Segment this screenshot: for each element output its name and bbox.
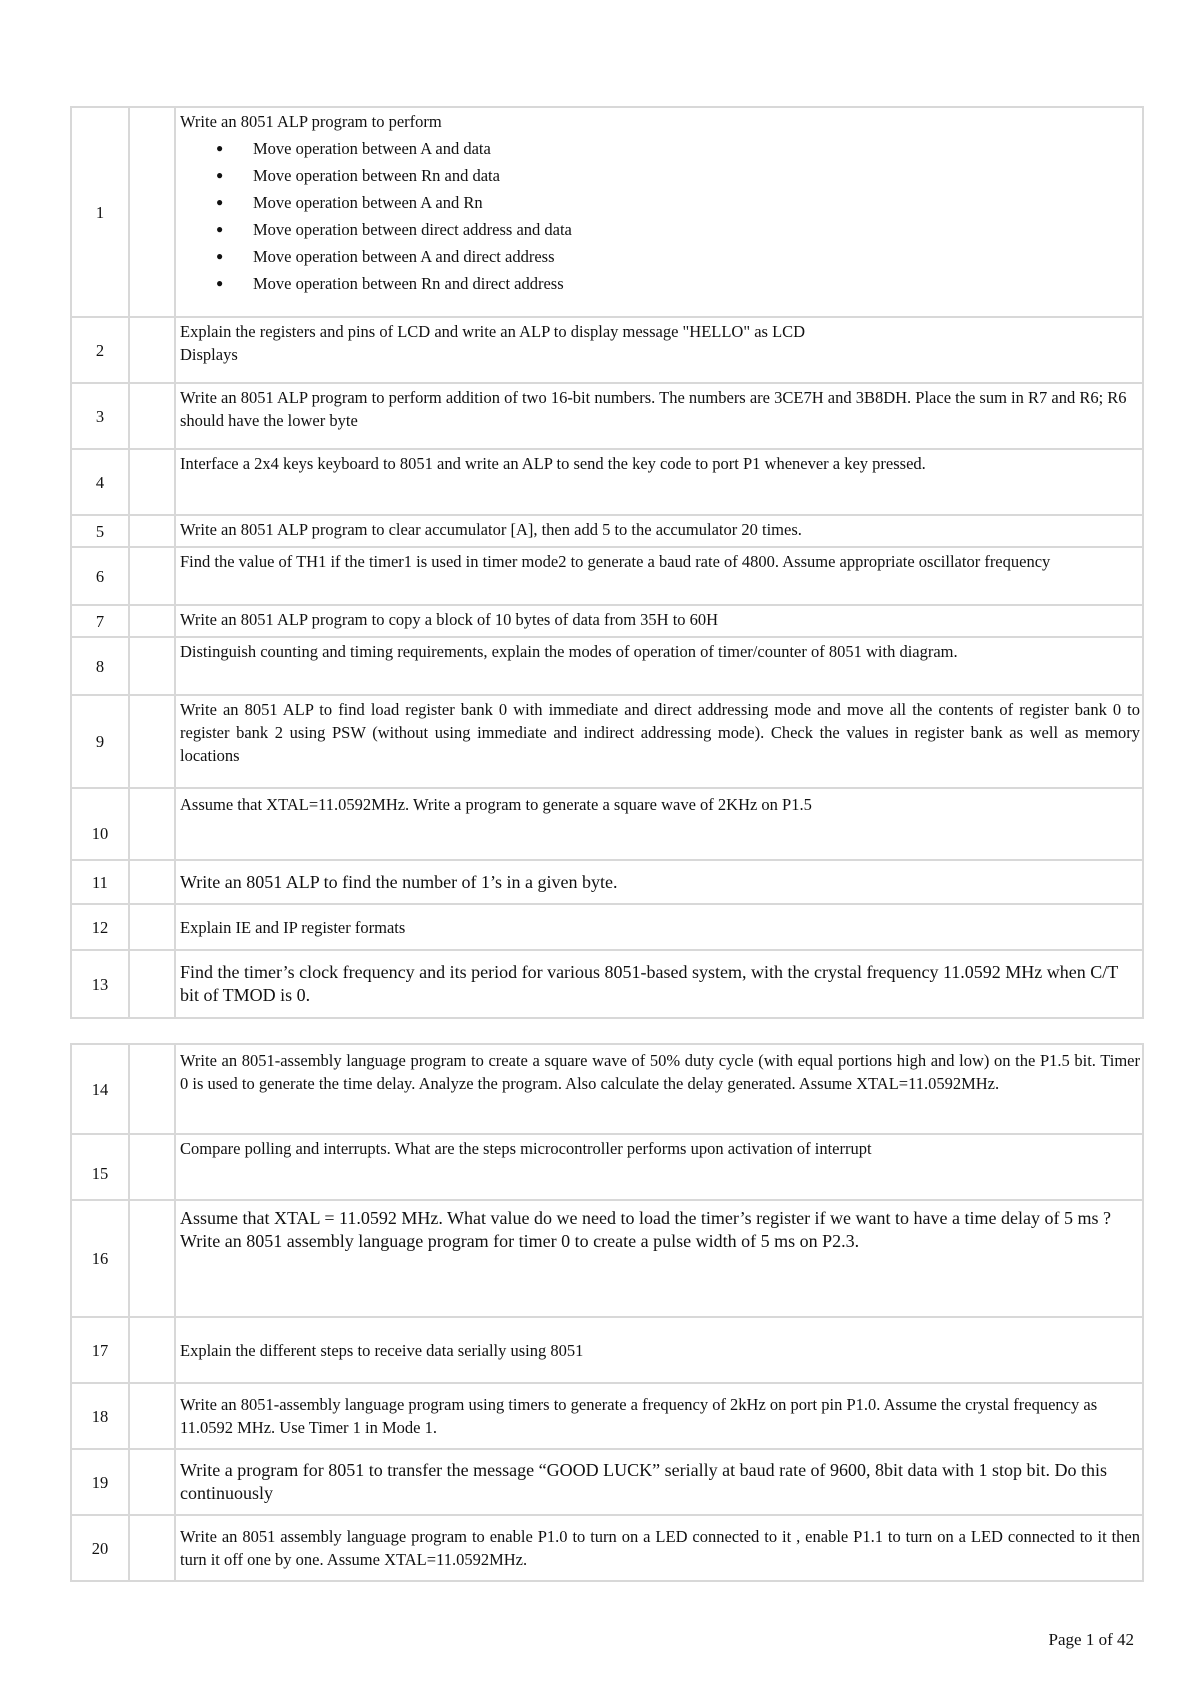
bullet-list	[180, 135, 1140, 297]
bullet-icon: ●	[216, 168, 224, 182]
question-text: Find the timer’s clock frequency and its period for various 8051-based system, with the crystal frequency 11.0592 MHz when C/T bit of TMOD is 0.	[175, 950, 1143, 1018]
list-item	[180, 189, 1140, 216]
question-number: 5	[71, 515, 129, 547]
question-text: Explain IE and IP register formats	[175, 904, 1143, 950]
table-row	[71, 1134, 1143, 1200]
page-number: Page 1 of 42	[1048, 1630, 1134, 1649]
blank-cell	[129, 637, 175, 695]
question-number: 20	[71, 1515, 129, 1581]
list-item	[180, 216, 1140, 243]
blank-cell	[129, 860, 175, 904]
question-table-1	[70, 106, 1144, 1019]
question-text: Write an 8051-assembly language program to create a square wave of 50% duty cycle (with equal portions high and low) on the P1.5 bit. Timer 0 is used to generate the time delay. Analyze the program. Also calculate the delay generated. Assume XTAL=11.0592MHz.	[175, 1044, 1143, 1134]
question-number: 6	[71, 547, 129, 605]
table-row	[71, 860, 1143, 904]
blank-cell	[129, 695, 175, 788]
question-table-2	[70, 1043, 1144, 1582]
question-text: Find the value of TH1 if the timer1 is used in timer mode2 to generate a baud rate of 4800. Assume appropriate oscillator frequency	[175, 547, 1143, 605]
table-row	[71, 1449, 1143, 1515]
table-row	[71, 515, 1143, 547]
table-row	[71, 107, 1143, 317]
table-row	[71, 1044, 1143, 1134]
blank-cell	[129, 605, 175, 637]
question-number: 8	[71, 637, 129, 695]
blank-cell	[129, 515, 175, 547]
question-number: 19	[71, 1449, 129, 1515]
table-row	[71, 788, 1143, 860]
blank-cell	[129, 1515, 175, 1581]
question-text: Write an 8051 ALP to find the number of 1’s in a given byte.	[175, 860, 1143, 904]
table-row	[71, 904, 1143, 950]
question-number: 7	[71, 605, 129, 637]
question-number: 4	[71, 449, 129, 515]
question-number: 15	[71, 1134, 129, 1200]
list-item-text: Move operation between A and Rn	[253, 193, 483, 212]
blank-cell	[129, 317, 175, 383]
bullet-icon: ●	[216, 276, 224, 290]
blank-cell	[129, 1134, 175, 1200]
table-row	[71, 1317, 1143, 1383]
question-line: Displays	[180, 345, 238, 364]
blank-cell	[129, 547, 175, 605]
question-number: 14	[71, 1044, 129, 1134]
table-row	[71, 1515, 1143, 1581]
question-text: Explain the different steps to receive data serially using 8051	[175, 1317, 1143, 1383]
list-item-text: Move operation between A and direct address	[253, 247, 555, 266]
question-number: 2	[71, 317, 129, 383]
blank-cell	[129, 904, 175, 950]
question-text: Write an 8051 assembly language program to enable P1.0 to turn on a LED connected to it , enable P1.1 to turn on a LED connected to it then turn it off one by one. Assume XTAL=11.0592MHz.	[175, 1515, 1143, 1581]
blank-cell	[129, 449, 175, 515]
table-row	[71, 1200, 1143, 1317]
question-number: 3	[71, 383, 129, 449]
question-number: 12	[71, 904, 129, 950]
blank-cell	[129, 950, 175, 1018]
blank-cell	[129, 107, 175, 317]
table-row	[71, 1383, 1143, 1449]
table-row	[71, 950, 1143, 1018]
table-row	[71, 449, 1143, 515]
question-text: Interface a 2x4 keys keyboard to 8051 and write an ALP to send the key code to port P1 whenever a key pressed.	[175, 449, 1143, 515]
list-item-text: Move operation between Rn and direct address	[253, 274, 564, 293]
question-number: 11	[71, 860, 129, 904]
question-text: Assume that XTAL=11.0592MHz. Write a program to generate a square wave of 2KHz on P1.5	[175, 788, 1143, 860]
question-text: Write a program for 8051 to transfer the message “GOOD LUCK” serially at baud rate of 9600, 8bit data with 1 stop bit. Do this continuously	[175, 1449, 1143, 1515]
question-text: Write an 8051 ALP program to clear accumulator [A], then add 5 to the accumulator 20 times.	[175, 515, 1143, 547]
bullet-icon: ●	[216, 141, 224, 155]
blank-cell	[129, 1317, 175, 1383]
list-item	[180, 135, 1140, 162]
list-item-text: Move operation between direct address and data	[253, 220, 572, 239]
blank-cell	[129, 1044, 175, 1134]
list-item	[180, 270, 1140, 297]
list-item-text: Move operation between Rn and data	[253, 166, 500, 185]
question-text: Write an 8051 ALP program to copy a block of 10 bytes of data from 35H to 60H	[175, 605, 1143, 637]
question-text: Write an 8051 ALP to find load register bank 0 with immediate and direct addressing mode and move all the contents of register bank 0 to register bank 2 using PSW (without using immediate and indirect addressing mode). Check the values in register bank as well as memory locations	[175, 695, 1143, 788]
question-number: 18	[71, 1383, 129, 1449]
question-number: 16	[71, 1200, 129, 1317]
question-text: Write an 8051-assembly language program using timers to generate a frequency of 2kHz on port pin P1.0. Assume the crystal frequency as 11.0592 MHz. Use Timer 1 in Mode 1.	[175, 1383, 1143, 1449]
blank-cell	[129, 1383, 175, 1449]
question-number: 10	[71, 788, 129, 860]
blank-cell	[129, 383, 175, 449]
list-item	[180, 162, 1140, 189]
table-row	[71, 605, 1143, 637]
question-text: Write an 8051 ALP program to perform addition of two 16-bit numbers. The numbers are 3CE7H and 3B8DH. Place the sum in R7 and R6; R6 should have the lower byte	[175, 383, 1143, 449]
table-row	[71, 383, 1143, 449]
question-intro: Write an 8051 ALP program to perform	[180, 112, 442, 131]
bullet-icon: ●	[216, 249, 224, 263]
question-number: 13	[71, 950, 129, 1018]
blank-cell	[129, 788, 175, 860]
bullet-icon: ●	[216, 195, 224, 209]
list-item	[180, 243, 1140, 270]
question-text: Compare polling and interrupts. What are the steps microcontroller performs upon activation of interrupt	[175, 1134, 1143, 1200]
blank-cell	[129, 1449, 175, 1515]
question-text	[175, 317, 1143, 383]
question-number: 1	[71, 107, 129, 317]
question-text	[175, 107, 1143, 317]
question-line: Explain the registers and pins of LCD and write an ALP to display message "HELLO" as LCD	[180, 322, 806, 341]
table-row	[71, 317, 1143, 383]
table-row	[71, 637, 1143, 695]
question-text: Distinguish counting and timing requirements, explain the modes of operation of timer/counter of 8051 with diagram.	[175, 637, 1143, 695]
question-text: Assume that XTAL = 11.0592 MHz. What value do we need to load the timer’s register if we want to have a time delay of 5 ms ? Write an 8051 assembly language program for timer 0 to create a pulse width of 5 ms on P2.3.	[175, 1200, 1143, 1317]
table-row	[71, 695, 1143, 788]
bullet-icon: ●	[216, 222, 224, 236]
question-number: 17	[71, 1317, 129, 1383]
question-number: 9	[71, 695, 129, 788]
blank-cell	[129, 1200, 175, 1317]
table-row	[71, 547, 1143, 605]
list-item-text: Move operation between A and data	[253, 139, 491, 158]
